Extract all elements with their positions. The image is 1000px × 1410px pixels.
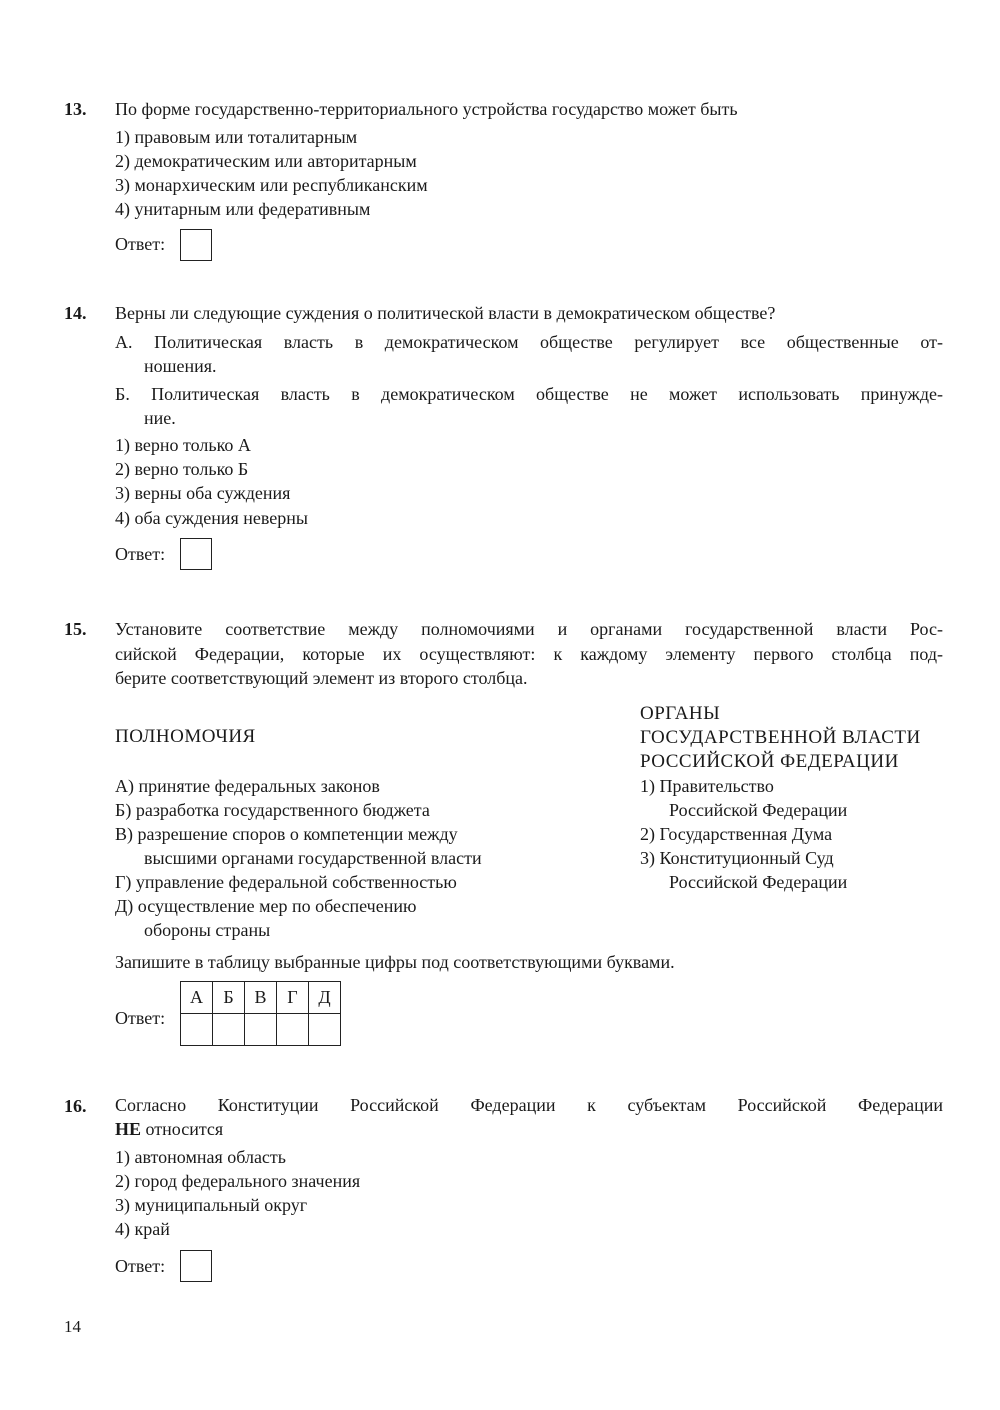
q13-answer-label: Ответ: (115, 234, 166, 254)
q15-right-item-2: 2) Государственная Дума (640, 824, 833, 844)
q15-answer-cell-d[interactable] (309, 1014, 341, 1046)
q15-left-item-v-cont: высшими органами государственной власти (144, 848, 482, 868)
q14-statement-b-cont: ние. (144, 408, 176, 428)
q16-answer-box[interactable] (180, 1250, 212, 1282)
q15-right-item-1: 1) Правительство (640, 776, 774, 796)
q14-option-4[interactable]: 4) оба суждения неверны (115, 508, 309, 528)
q15-right-item-3-cont: Российской Федерации (669, 872, 848, 892)
q15-table-letter-g: Г (277, 982, 309, 1014)
q15-left-header: ПОЛНОМОЧИЯ (115, 726, 256, 747)
q16-text-line-2 (115, 1117, 223, 1141)
q15-number: 15. (64, 619, 87, 639)
q13-option-2[interactable]: 2) демократическим или авторитарным (115, 151, 417, 171)
page-number: 14 (64, 1317, 81, 1336)
q15-right-header-1: ОРГАНЫ (640, 703, 721, 724)
q15-answer-cell-v[interactable] (245, 1014, 277, 1046)
q15-left-item-d: Д) осуществление мер по обеспечению (115, 896, 417, 916)
q16-answer-label: Ответ: (115, 1256, 166, 1276)
q15-answer-cell-g[interactable] (277, 1014, 309, 1046)
q13-option-1[interactable]: 1) правовым или тоталитарным (115, 127, 358, 147)
q15-left-item-g: Г) управление федеральной собственностью (115, 872, 457, 892)
q16-text-line-1: Согласно Конституции Российской Федерации к субъектам Российской Федерации (115, 1095, 943, 1115)
q15-table-letter-a: А (181, 982, 213, 1014)
q15-right-header-2: ГОСУДАРСТВЕННОЙ ВЛАСТИ (640, 727, 921, 748)
q15-left-item-v: В) разрешение споров о компетенции между (115, 824, 458, 844)
q13-number: 13. (64, 99, 87, 119)
q15-right-header-3: РОССИЙСКОЙ ФЕДЕРАЦИИ (640, 751, 899, 772)
q14-option-1[interactable]: 1) верно только А (115, 435, 251, 455)
q13-answer-box[interactable] (180, 229, 212, 261)
q14-answer-box[interactable] (180, 538, 212, 570)
q15-left-item-d-cont: обороны страны (144, 920, 271, 940)
q16-text-bold: НЕ (115, 1119, 142, 1139)
q15-text-line-2: сийской Федерации, которые их осуществляют: к каждому элементу первого столбца под- (115, 644, 943, 664)
q14-answer-label: Ответ: (115, 544, 166, 564)
q16-text-rest: относится (141, 1119, 224, 1139)
q15-answer-table (180, 981, 341, 1046)
q15-left-item-b: Б) разработка государственного бюджета (115, 800, 430, 820)
q14-number: 14. (64, 303, 87, 323)
q15-right-item-3: 3) Конституционный Суд (640, 848, 834, 868)
q15-table-letter-v: В (245, 982, 277, 1014)
q15-right-item-1-cont: Российской Федерации (669, 800, 848, 820)
q13-text: По форме государственно-территориального устройства государство может быть (115, 99, 738, 119)
q13-option-3[interactable]: 3) монархическим или республиканским (115, 175, 428, 195)
q15-text-line-3: берите соответствующий элемент из второго столбца. (115, 668, 528, 688)
q15-instruction: Запишите в таблицу выбранные цифры под соответствующими буквами. (115, 952, 675, 972)
q16-option-3[interactable]: 3) муниципальный округ (115, 1195, 308, 1215)
q13-option-4[interactable]: 4) унитарным или федеративным (115, 199, 371, 219)
q16-option-2[interactable]: 2) город федерального значения (115, 1171, 361, 1191)
q14-option-2[interactable]: 2) верно только Б (115, 459, 249, 479)
q15-answer-table-inputs (181, 1014, 341, 1046)
q16-number: 16. (64, 1096, 87, 1116)
q14-statement-a: А. Политическая власть в демократическом обществе регулирует все общественные от- (115, 332, 943, 352)
q14-text: Верны ли следующие суждения о политической власти в демократическом обществе? (115, 303, 776, 323)
q15-table-letter-b: Б (213, 982, 245, 1014)
q14-statement-b: Б. Политическая власть в демократическом обществе не может использовать принужде- (115, 384, 943, 404)
q16-option-1[interactable]: 1) автономная область (115, 1147, 286, 1167)
q14-statement-a-cont: ношения. (144, 356, 217, 376)
q15-answer-label: Ответ: (115, 1008, 166, 1028)
q15-answer-cell-a[interactable] (181, 1014, 213, 1046)
q15-left-item-a: А) принятие федеральных законов (115, 776, 380, 796)
q14-option-3[interactable]: 3) верны оба суждения (115, 483, 291, 503)
q15-answer-cell-b[interactable] (213, 1014, 245, 1046)
q15-table-letter-d: Д (309, 982, 341, 1014)
q15-text-line-1: Установите соответствие между полномочиями и органами государственной власти Рос- (115, 619, 943, 639)
q16-option-4[interactable]: 4) край (115, 1219, 170, 1239)
q15-answer-table-header (181, 982, 341, 1014)
